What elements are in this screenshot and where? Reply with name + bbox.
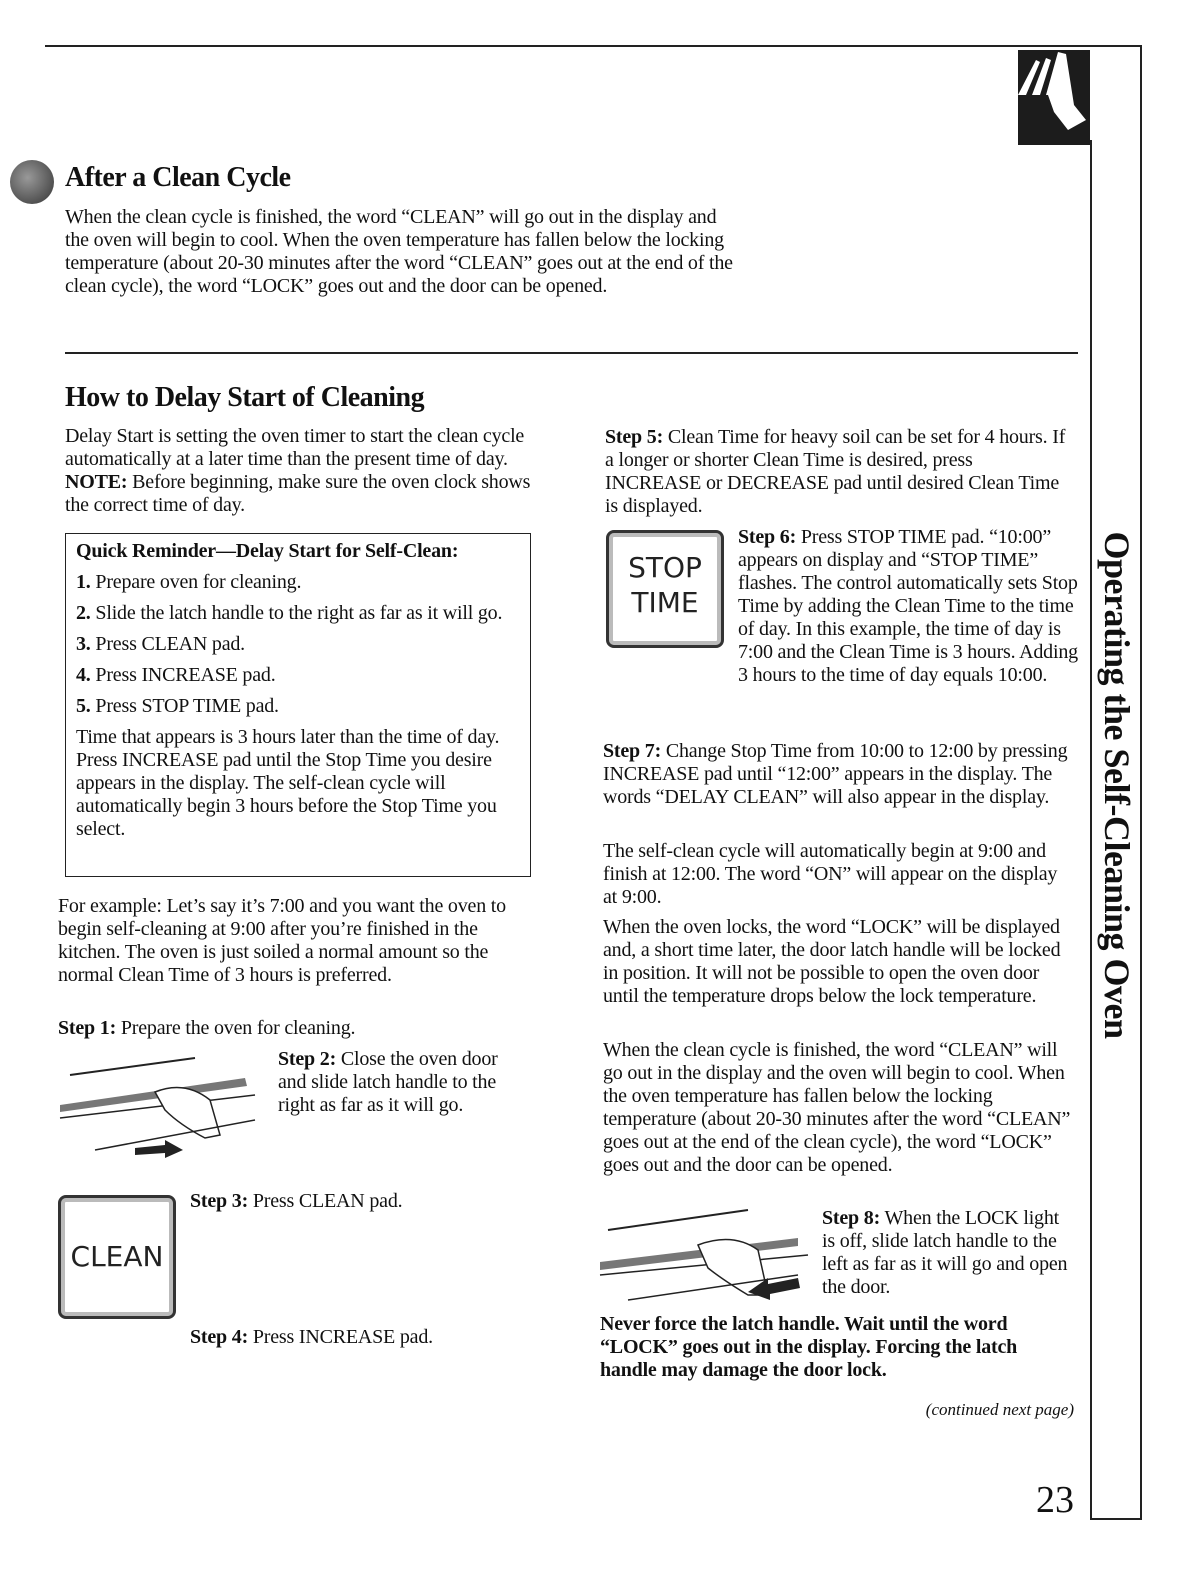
step-4: [190, 1326, 520, 1349]
reminder-item-text: Press CLEAN pad.: [95, 633, 245, 655]
step-text: Close the oven door and slide latch handle to the right as far as it will go.: [278, 1048, 498, 1116]
cycle-paragraph: The self-clean cycle will automatically begin at 9:00 and finish at 12:00. The word “ON” will appear on the display at 9:00.: [603, 840, 1058, 908]
note-label: NOTE:: [65, 471, 128, 493]
step-label: Step 6:: [738, 526, 797, 548]
reminder-item-text: Slide the latch handle to the right as far as it will go.: [95, 602, 503, 624]
reminder-title: Quick Reminder—Delay Start for Self-Clean:: [76, 540, 459, 562]
note-text: Before beginning, make sure the oven clock shows the correct time of day.: [65, 471, 531, 516]
reminder-item-number: 5.: [76, 695, 91, 717]
reminder-item: [76, 633, 530, 656]
stop-pad-label: STOP: [628, 551, 702, 584]
after-clean-body: When the clean cycle is finished, the word “CLEAN” will go out in the display and the oven will begin to cool. When the oven temperature has fallen below the locking temperature (about 20-30 minutes after the word “CLEAN” goes out at the end of the clean cycle), the word “LOCK” goes out and the door can be opened.: [65, 206, 733, 297]
step-label: Step 7:: [603, 740, 662, 762]
step-7: [603, 740, 1068, 809]
step-3: [190, 1190, 520, 1213]
delay-heading: How to Delay Start of Cleaning: [65, 382, 425, 413]
step-text: Press STOP TIME pad. “10:00” appears on display and “STOP TIME” flashes. The control automatically sets Stop Time by adding the Clean Time to the time of day. In this example, the time of day is 7:00 and the Clean Time is 3 hours. Adding 3 hours to the time of day equals 10:00.: [738, 526, 1078, 686]
reminder-item: [76, 602, 530, 625]
reminder-item: [76, 664, 530, 687]
reminder-item-number: 4.: [76, 664, 91, 686]
reminder-item-number: 3.: [76, 633, 91, 655]
step-text: Press CLEAN pad.: [252, 1190, 403, 1212]
time-pad-label: TIME: [631, 586, 699, 619]
bottom-rule: [1090, 1518, 1140, 1520]
step-label: Step 8:: [822, 1207, 881, 1229]
reminder-item-text: Press STOP TIME pad.: [95, 695, 279, 717]
reminder-footer: Time that appears is 3 hours later than the time of day. Press INCREASE pad until the Stop Time you desire appears in the display. The self-clean cycle will automatically begin 3 hours before the Stop Time you select.: [76, 726, 500, 840]
step-text: Clean Time for heavy soil can be set for 4 hours. If a longer or shorter Clean Time is desired, press INCREASE or DECREASE pad until desired Clean Time is displayed.: [605, 426, 1066, 517]
reminder-item-text: Prepare oven for cleaning.: [95, 571, 302, 593]
step-label: Step 4:: [190, 1326, 249, 1348]
delay-intro-text: Delay Start is setting the oven timer to start the clean cycle automatically at a later time than the present time of day.: [65, 425, 525, 470]
clean-pad-icon: [58, 1195, 176, 1319]
hand-pressing-icon: [1018, 50, 1090, 145]
step-text: When the LOCK light is off, slide latch handle to the left as far as it will go and open the door.: [822, 1207, 1068, 1298]
step-text: Press INCREASE pad.: [252, 1326, 433, 1348]
clean-pad-label: CLEAN: [70, 1240, 164, 1273]
reminder-item-text: Press INCREASE pad.: [95, 664, 276, 686]
step-label: Step 2:: [278, 1048, 337, 1070]
latch-left-illustration: [598, 1200, 813, 1310]
lock-paragraph: When the oven locks, the word “LOCK” will be displayed and, a short time later, the door latch handle will be locked in position. It will not be possible to open the oven door until the temperature drops below the lock temperature.: [603, 916, 1061, 1007]
step-1: [58, 1017, 528, 1040]
step-2: [278, 1048, 528, 1117]
step-6: [738, 526, 1078, 687]
step-text: Prepare the oven for cleaning.: [120, 1017, 356, 1039]
latch-right-illustration: [55, 1050, 265, 1160]
step-5: [605, 426, 1070, 518]
step-text: Change Stop Time from 10:00 to 12:00 by pressing INCREASE pad until “12:00” appears in the display. The words “DELAY CLEAN” will also appear in the display.: [603, 740, 1068, 808]
stop-time-pad-icon: [606, 530, 724, 648]
top-rule: [45, 45, 1140, 47]
page-number: 23: [1036, 1479, 1074, 1521]
reminder-item: [76, 695, 530, 718]
step-label: Step 5:: [605, 426, 664, 448]
section-bullet-icon: [10, 160, 54, 204]
step-8: [822, 1207, 1072, 1299]
reminder-item: [76, 571, 530, 594]
step-label: Step 3:: [190, 1190, 249, 1212]
quick-reminder-box: [65, 533, 531, 877]
clean-finished-paragraph: When the clean cycle is finished, the word “CLEAN” will go out in the display and the oven will begin to cool. When the oven temperature has fallen below the locking temperature (about 20-30 minutes after the word “CLEAN” goes out at the end of the clean cycle), the word “LOCK” goes out and the door can be opened.: [603, 1039, 1071, 1176]
warning-text: Never force the latch handle. Wait until the word “LOCK” goes out in the display. Forcing the latch handle may damage the door lock.: [600, 1313, 1018, 1381]
side-tab: [1092, 515, 1142, 1055]
example-paragraph: For example: Let’s say it’s 7:00 and you want the oven to begin self-cleaning at 9:00 after you’re finished in the kitchen. The oven is just soiled a normal amount so the normal Clean Time of 3 hours is preferred.: [58, 895, 506, 986]
after-clean-heading: After a Clean Cycle: [65, 162, 291, 193]
reminder-item-number: 2.: [76, 602, 91, 624]
continued-note: (continued next page): [925, 1400, 1074, 1419]
side-tab-label: Operating the Self-Cleaning Oven: [1097, 531, 1137, 1039]
step-label: Step 1:: [58, 1017, 117, 1039]
reminder-item-number: 1.: [76, 571, 91, 593]
section-divider: [65, 352, 1078, 354]
delay-intro: [65, 425, 535, 517]
